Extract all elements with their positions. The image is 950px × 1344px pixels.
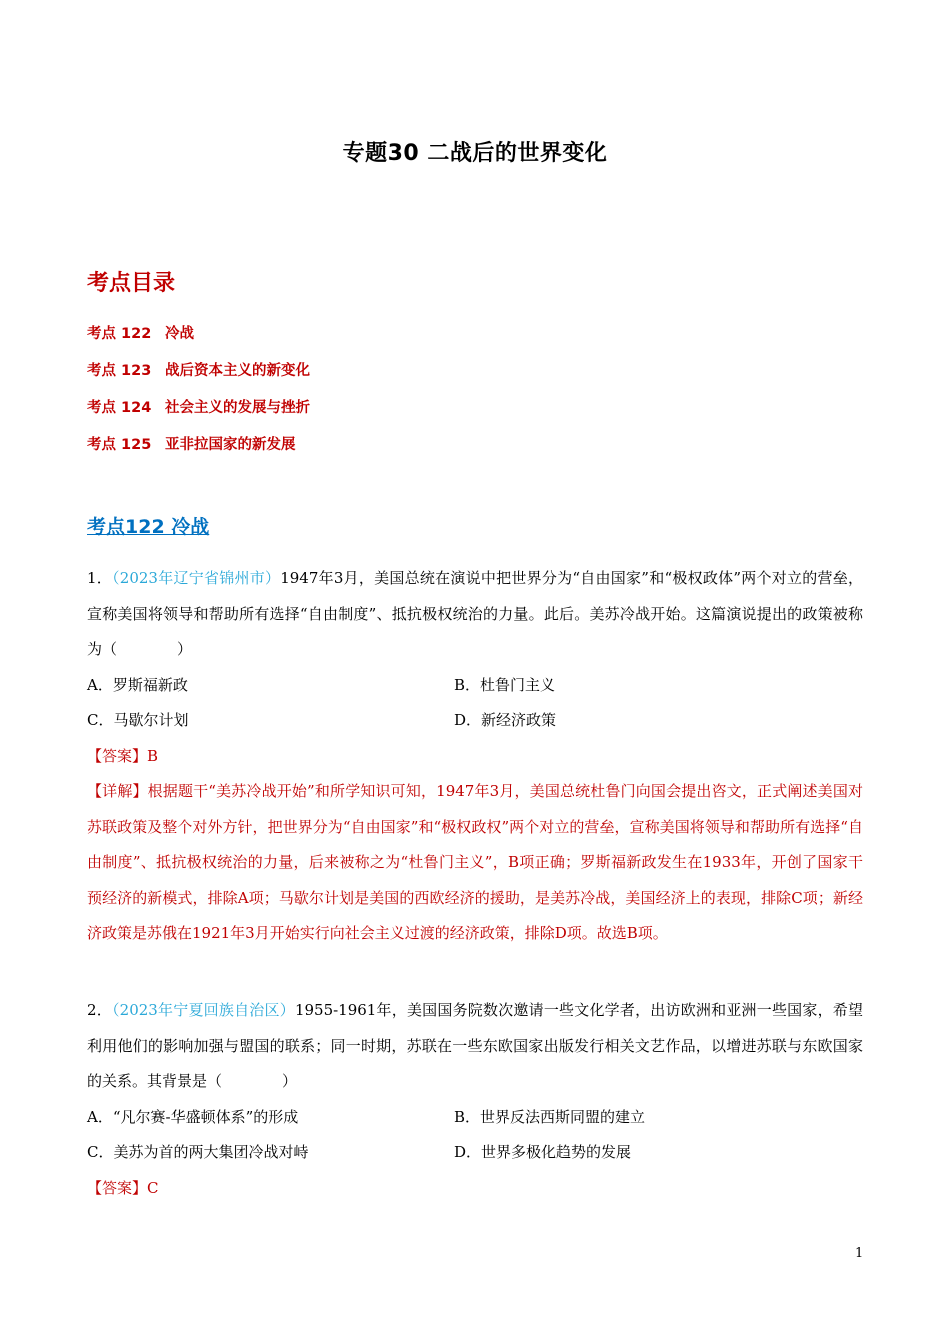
toc-item-code: 考点 125 [87,437,152,453]
section-heading[interactable]: 考点122 冷战 [87,516,210,538]
question-text: 1947年3月，美国总统在演说中把世界分为“自由国家”和“极权政体”两个对立的营垒，宣称美国将领导和帮助所有选择“自由制度”、抵抗极权统治的力量。此后。美苏冷战开始。这篇演说提出的政策被称为（ ） [87,569,863,658]
answer: 【答案】C [87,1178,159,1197]
toc-item[interactable] [87,433,310,470]
answer: 【答案】B [87,746,159,765]
option-b: B．杜鲁门主义 [454,675,556,694]
question-text: 1955-1961年，美国国务院数次邀请一些文化学者，出访欧洲和亚洲一些国家，希望利用他们的影响加强与盟国的联系；同一时期，苏联在一些东欧国家出版发行相关文艺作品，以增进苏联与东欧国家的关系。其背景是（ ） [87,1001,864,1090]
option-d: D．新经济政策 [454,711,557,729]
toc-item-label: 亚非拉国家的新发展 [165,437,296,453]
option-a: A．罗斯福新政 [87,675,188,694]
question-number: 1． [87,569,113,587]
toc-list [87,322,310,470]
page-number: 1 [855,1246,864,1261]
toc-item-code: 考点 122 [87,326,152,342]
toc-item[interactable] [87,359,310,396]
question-source: （2023年辽宁省锦州市） [112,569,281,587]
option-c: C．马歇尔计划 [87,711,189,729]
question-stem [87,561,863,668]
option-a: A．“凡尔赛-华盛顿体系”的形成 [87,1107,299,1126]
toc-item[interactable] [87,322,310,359]
toc-heading: 考点目录 [87,271,176,296]
option-d: D．世界多极化趋势的发展 [454,1143,632,1161]
question-stem [87,993,863,1100]
options [87,668,863,739]
toc-item-label: 社会主义的发展与挫折 [165,400,310,416]
question-1 [87,561,863,952]
toc-item-code: 考点 123 [87,363,152,379]
toc-item[interactable] [87,396,310,433]
toc-item-code: 考点 124 [87,400,152,416]
explanation: 【详解】根据题干“美苏冷战开始”和所学知识可知，1947年3月，美国总统杜鲁门向国会提出咨文，正式阐述美国对苏联政策及整个对外方针，把世界分为“自由国家”和“极权政权”两个对立的营垒，宣称美国将领导和帮助所有选择“自由制度”、抵抗极权统治的力量，后来被称之为“杜鲁门主义”，B项正确；罗斯福新政发生在1933年，开创了国家干预经济的新模式，排除A项；马歇尔计划是美国的西欧经济的援助，是美苏冷战，美国经济上的表现，排除C项；新经济政策是苏俄在1921年3月开始实行向社会主义过渡的经济政策，排除D项。故选B项。 [87,782,863,942]
option-b: B．世界反法西斯同盟的建立 [454,1107,646,1126]
option-c: C．美苏为首的两大集团冷战对峙 [87,1143,309,1161]
options [87,1100,863,1171]
question-source: （2023年宁夏回族自治区） [111,1001,295,1019]
question-2 [87,993,863,1206]
toc-item-label: 战后资本主义的新变化 [165,363,310,379]
question-number: 2． [87,1001,112,1019]
toc-item-label: 冷战 [165,326,194,342]
page-title: 专题30 二战后的世界变化 [342,141,608,166]
